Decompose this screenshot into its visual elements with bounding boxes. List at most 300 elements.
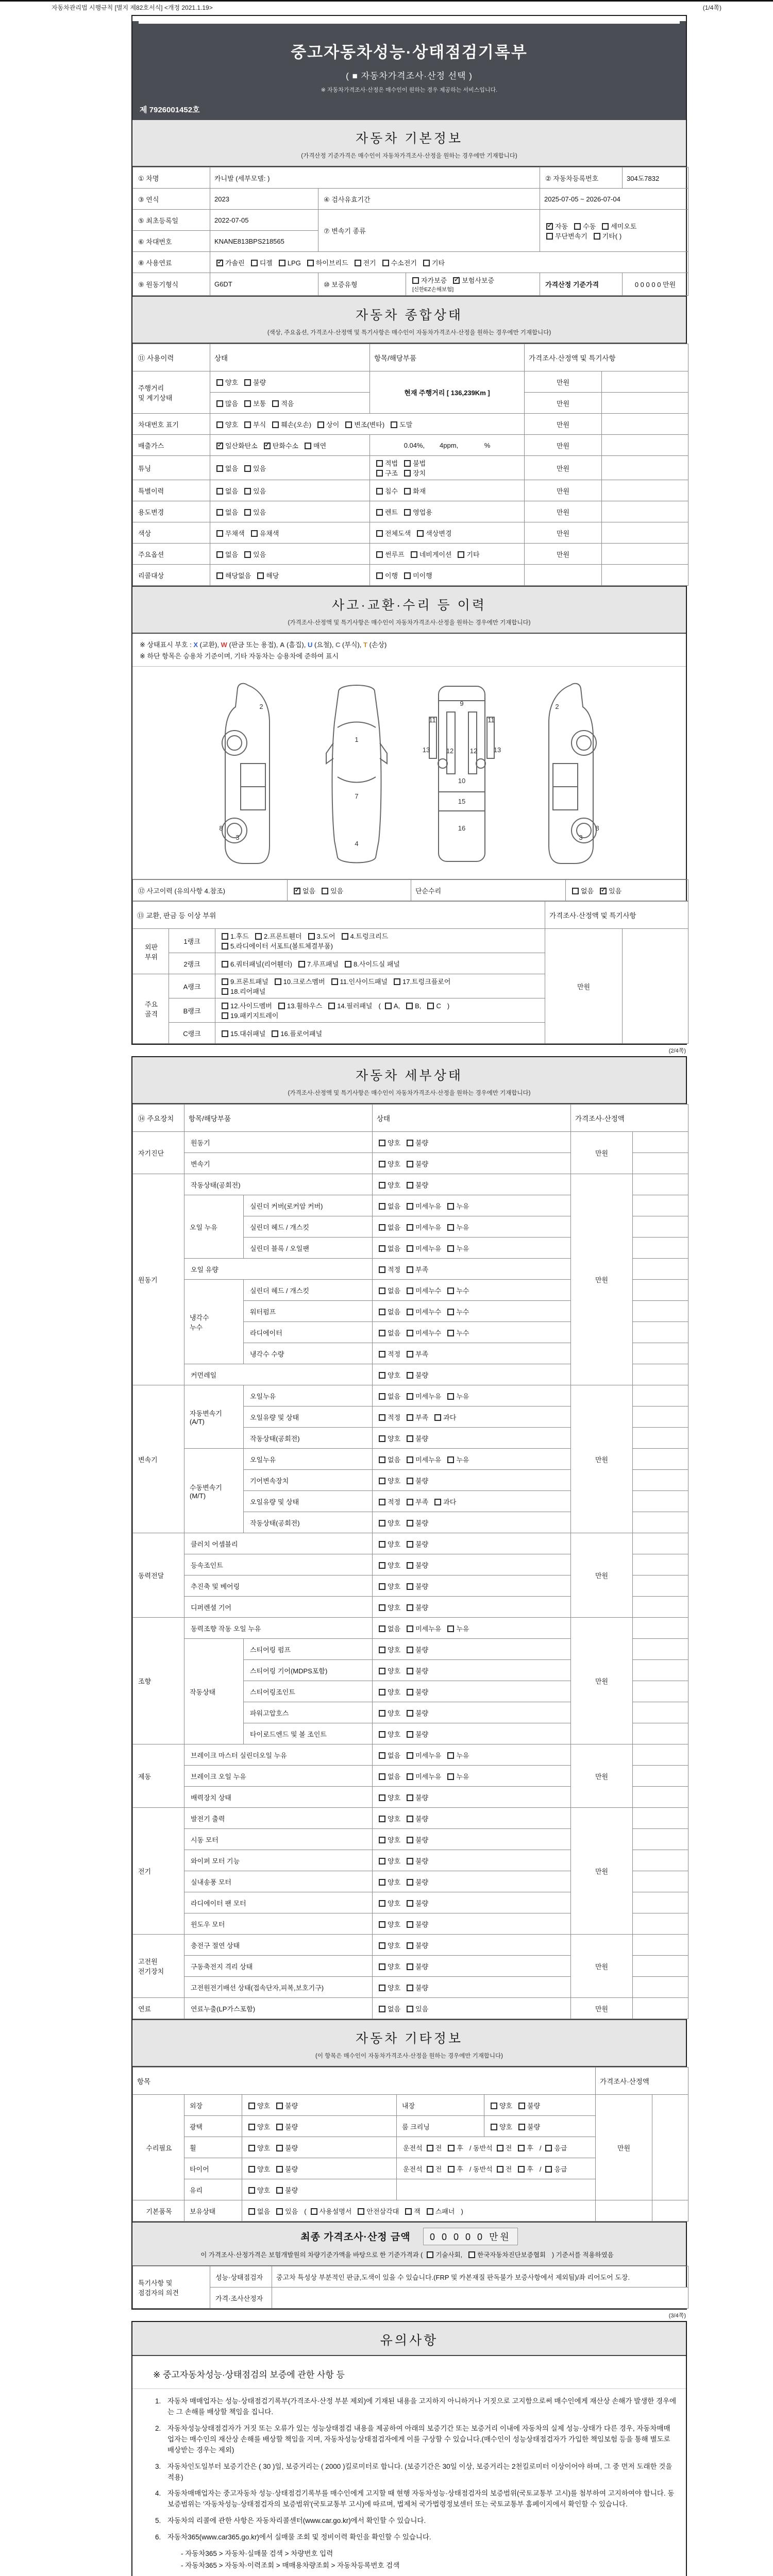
checkbox-icon[interactable] [379,1456,385,1463]
checkbox-icon[interactable] [331,978,338,985]
checkbox-icon[interactable] [379,1985,385,1991]
checkbox-option[interactable]: 양호 [379,1814,400,1823]
checkbox-option[interactable]: 17.트렁크플로어 [394,976,450,986]
checkbox-icon[interactable] [376,509,383,516]
checkbox-icon[interactable] [491,2103,497,2109]
checkbox-option[interactable]: 양호 [379,1476,400,1485]
checkbox-option[interactable]: 해당없음 [216,570,251,580]
checkbox-icon[interactable] [317,421,324,428]
checkbox-option[interactable]: 양호 [379,1835,400,1844]
checkbox-icon[interactable] [407,1224,413,1231]
checkbox-option[interactable]: 4.트렁크리드 [342,931,389,941]
checkbox-option[interactable]: 많음 [216,398,238,408]
checkbox-option[interactable]: 양호 [379,1645,400,1654]
checkbox-option[interactable]: 기타( ) [594,231,621,241]
checkbox-icon[interactable] [394,978,400,985]
checkbox-icon[interactable] [407,1520,413,1527]
checkbox-option[interactable]: 없음 [379,1307,400,1316]
checkbox-icon[interactable] [379,1435,385,1442]
checkbox-option[interactable]: 없음 [379,1201,400,1211]
checkbox-option[interactable]: 있음 [407,2004,428,2013]
checkbox-icon[interactable] [379,1689,385,1696]
checkbox-icon[interactable] [379,1287,385,1294]
checkbox-icon[interactable] [216,488,223,495]
checkbox-icon[interactable] [447,1224,454,1231]
checkbox-option[interactable]: 화재 [404,486,426,496]
checkbox-icon[interactable] [222,1030,228,1037]
checkbox-icon[interactable] [276,2187,283,2194]
checkbox-icon[interactable] [379,1668,385,1674]
checkbox-option[interactable]: 매연 [305,440,326,450]
checkbox-option[interactable]: 있음 [244,486,266,496]
checkbox-option[interactable]: 누유 [447,1454,469,1464]
checkbox-option[interactable]: 양호 [379,1138,400,1147]
checkbox-option[interactable]: 부족 [407,1412,428,1422]
checkbox-option[interactable]: 훼손(오손) [272,419,311,429]
checkbox-icon[interactable] [275,978,281,985]
checkbox-option[interactable]: 양호 [379,1581,400,1591]
checkbox-icon[interactable] [216,465,223,472]
checkbox-option[interactable]: 14.필러패널 [328,1001,372,1010]
checkbox-icon[interactable] [379,1562,385,1569]
checkbox-option[interactable]: 불량 [244,377,266,387]
checkbox-option[interactable]: 있음 [322,886,343,895]
checkbox-icon[interactable] [407,1710,413,1717]
checkbox-option[interactable]: 무채색 [216,528,245,538]
checkbox-icon[interactable] [407,1393,413,1400]
checkbox-icon[interactable] [448,2145,455,2151]
checkbox-icon[interactable] [248,2187,255,2194]
checkbox-option[interactable]: 전 [497,2164,512,2174]
checkbox-option[interactable]: 양호 [379,1370,400,1380]
checkbox-icon[interactable] [518,2124,525,2130]
checkbox-option[interactable]: 자가보증 [412,275,447,285]
checked-checkbox-icon[interactable] [264,443,271,449]
checkbox-icon[interactable] [434,1499,441,1505]
checkbox-icon[interactable] [518,2145,525,2151]
checkbox-icon[interactable] [244,465,251,472]
checkbox-icon[interactable] [379,1541,385,1548]
checkbox-option[interactable]: 양호 [248,2100,270,2110]
checkbox-option[interactable]: 양호 [216,377,238,387]
checkbox-icon[interactable] [272,1030,278,1037]
checked-checkbox-icon[interactable] [600,888,607,894]
checkbox-icon[interactable] [447,1330,454,1336]
checkbox-icon[interactable] [447,1773,454,1780]
checkbox-option[interactable]: 16.플로어패널 [272,1028,322,1038]
checkbox-option[interactable]: 불량 [407,1919,428,1929]
checkbox-option[interactable]: 누유 [447,1623,469,1633]
checkbox-option[interactable]: 1.후드 [222,931,249,941]
checkbox-option[interactable]: 불량 [407,1180,428,1190]
checkbox-icon[interactable] [248,2208,255,2215]
checkbox-icon[interactable] [391,421,397,428]
checkbox-option[interactable]: 양호 [379,1539,400,1549]
checkbox-icon[interactable] [491,2124,497,2130]
checkbox-option[interactable]: 수동 [574,221,596,231]
checkbox-option[interactable]: 불량 [407,1898,428,1908]
checkbox-option[interactable]: 기타 [423,258,445,267]
checkbox-icon[interactable] [411,551,417,558]
checkbox-option[interactable]: 부족 [407,1264,428,1274]
checkbox-icon[interactable] [379,1604,385,1611]
checked-checkbox-icon[interactable] [294,888,300,894]
checkbox-option[interactable]: 불량 [407,1940,428,1950]
checkbox-option[interactable]: 불량 [276,2122,298,2131]
checkbox-icon[interactable] [342,933,348,940]
checkbox-icon[interactable] [447,1287,454,1294]
checkbox-icon[interactable] [379,1963,385,1970]
checkbox-option[interactable]: 불량 [407,1560,428,1570]
checkbox-icon[interactable] [407,1816,413,1822]
checkbox-icon[interactable] [404,572,411,579]
checkbox-icon[interactable] [222,1012,228,1019]
checkbox-option[interactable]: 7.루프패널 [298,959,339,969]
checkbox-icon[interactable] [572,888,579,894]
checkbox-icon[interactable] [447,1393,454,1400]
checkbox-option[interactable]: 네비게이션 [411,549,452,559]
checkbox-option[interactable]: 없음 [572,886,594,895]
checkbox-option[interactable]: 불량 [407,1814,428,1823]
checkbox-icon[interactable] [404,509,411,516]
checkbox-icon[interactable] [379,1372,385,1379]
checkbox-icon[interactable] [272,421,279,428]
checkbox-option[interactable]: 불량 [407,1856,428,1866]
checkbox-icon[interactable] [379,1794,385,1801]
checkbox-icon[interactable] [407,1456,413,1463]
checkbox-icon[interactable] [216,379,223,386]
checkbox-option[interactable]: 미세누유 [407,1750,441,1760]
checkbox-option[interactable]: 양호 [379,1856,400,1866]
checkbox-icon[interactable] [244,488,251,495]
checkbox-option[interactable]: 누유 [447,1201,469,1211]
checkbox-option[interactable]: ✓ 보험사보증 [453,275,494,285]
checkbox-icon[interactable] [427,2145,433,2151]
checkbox-icon[interactable] [222,943,228,950]
checkbox-option[interactable]: 없음 [379,1243,400,1253]
checkbox-option[interactable]: 전 [427,2164,442,2174]
checkbox-option[interactable]: 3.도어 [308,931,335,941]
checkbox-option[interactable]: 해당 [257,570,279,580]
checkbox-option[interactable]: 9.프론트패널 [222,976,268,986]
checkbox-option[interactable]: 양호 [379,1433,400,1443]
checkbox-icon[interactable] [251,530,258,537]
checkbox-icon[interactable] [404,470,411,477]
checkbox-option[interactable]: 영업용 [404,507,432,517]
checkbox-option[interactable]: 양호 [379,1961,400,1971]
checkbox-icon[interactable] [407,1731,413,1738]
checkbox-option[interactable]: 미세누수 [407,1307,441,1316]
checkbox-option[interactable]: 양호 [248,2185,270,2195]
checkbox-option[interactable]: 없음 [379,2004,400,2013]
checkbox-icon[interactable] [518,2103,525,2109]
checkbox-icon[interactable] [407,1879,413,1886]
checkbox-option[interactable]: 스패너 [427,2206,455,2216]
checkbox-icon[interactable] [407,1752,413,1759]
checkbox-icon[interactable] [244,509,251,516]
checkbox-option[interactable]: 불량 [407,1877,428,1887]
checkbox-option[interactable]: ✓ 없음 [294,886,315,895]
checkbox-option[interactable]: 후 [518,2164,533,2174]
checkbox-option[interactable]: 적정 [379,1412,400,1422]
checkbox-icon[interactable] [407,1330,413,1336]
checkbox-option[interactable]: 12.사이드멤버 [222,1001,272,1010]
checkbox-option[interactable]: 13.휠하우스 [278,1001,322,1010]
checkbox-option[interactable]: 양호 [379,1518,400,1528]
checkbox-icon[interactable] [407,2006,413,2012]
checkbox-option[interactable]: 불량 [407,1370,428,1380]
checkbox-icon[interactable] [407,1900,413,1907]
checkbox-option[interactable]: 사용설명서 [311,2206,352,2216]
checkbox-icon[interactable] [376,488,383,495]
checkbox-option[interactable]: 없음 [379,1285,400,1295]
checkbox-option[interactable]: 전 [427,2143,442,2153]
checkbox-icon[interactable] [407,1245,413,1252]
checkbox-icon[interactable] [278,1003,285,1009]
checkbox-option[interactable]: ✓ 일산화탄소 [216,440,258,450]
checkbox-option[interactable]: 미세누유 [407,1243,441,1253]
checkbox-icon[interactable] [248,2145,255,2151]
checkbox-option[interactable]: 전 [497,2143,512,2153]
checkbox-icon[interactable] [497,2166,503,2173]
checkbox-icon[interactable] [407,1266,413,1273]
checkbox-icon[interactable] [376,572,383,579]
checkbox-option[interactable]: ✓ 있음 [600,886,621,895]
checkbox-option[interactable]: 미세누수 [407,1328,441,1337]
checkbox-icon[interactable] [379,1245,385,1252]
checkbox-option[interactable]: 불량 [407,1476,428,1485]
checkbox-option[interactable]: 불량 [407,1982,428,1992]
checkbox-option[interactable]: 불량 [407,1645,428,1654]
checkbox-icon[interactable] [407,1478,413,1484]
checkbox-option[interactable]: 없음 [216,507,238,517]
checkbox-icon[interactable] [222,961,228,968]
checkbox-option[interactable]: 과다 [434,1497,456,1506]
checkbox-option[interactable]: 불량 [407,1433,428,1443]
checkbox-option[interactable]: 하이브리드 [307,258,348,267]
checkbox-icon[interactable] [248,2166,255,2173]
checkbox-icon[interactable] [407,1689,413,1696]
checkbox-icon[interactable] [407,1435,413,1442]
checkbox-icon[interactable] [379,1266,385,1273]
checkbox-option[interactable]: 2.프론트휀더 [255,931,302,941]
checkbox-icon[interactable] [382,260,389,266]
checkbox-icon[interactable] [379,1203,385,1210]
checkbox-icon[interactable] [279,260,285,266]
checkbox-option[interactable]: 불량 [407,1518,428,1528]
checkbox-icon[interactable] [276,2208,283,2215]
checkbox-icon[interactable] [427,1003,434,1009]
checkbox-icon[interactable] [216,509,223,516]
checkbox-option[interactable]: 불량 [518,2122,540,2131]
checkbox-option[interactable]: 불량 [407,1159,428,1168]
checkbox-icon[interactable] [376,460,383,467]
checkbox-option[interactable]: 양호 [379,1919,400,1929]
checkbox-option[interactable]: 양호 [379,1602,400,1612]
checkbox-icon[interactable] [407,1963,413,1970]
checkbox-icon[interactable] [322,888,328,894]
checkbox-option[interactable]: 응급 [545,2143,567,2153]
checkbox-icon[interactable] [497,2145,503,2151]
checkbox-option[interactable]: 과다 [434,1412,456,1422]
checkbox-option[interactable]: 누유 [447,1243,469,1253]
checkbox-option[interactable]: 적정 [379,1497,400,1506]
checkbox-option[interactable]: 장치 [404,468,426,478]
checkbox-icon[interactable] [216,421,223,428]
checkbox-icon[interactable] [272,400,279,407]
checkbox-option[interactable]: 6.쿼터패널(리어휀더) [222,959,292,969]
checkbox-icon[interactable] [244,551,251,558]
checkbox-option[interactable]: 양호 [248,2164,270,2174]
checkbox-option[interactable]: 양호 [379,1898,400,1908]
checkbox-option[interactable]: 없음 [379,1222,400,1232]
checkbox-icon[interactable] [379,1647,385,1653]
checkbox-option[interactable]: 적음 [272,398,294,408]
checkbox-icon[interactable] [379,1773,385,1780]
checkbox-option[interactable]: 미세누유 [407,1391,441,1401]
checkbox-icon[interactable] [222,933,228,940]
checkbox-option[interactable]: 전체도색 [376,528,411,538]
checkbox-icon[interactable] [407,1541,413,1548]
checkbox-icon[interactable] [257,572,264,579]
checkbox-option[interactable]: 보통 [244,398,266,408]
checkbox-icon[interactable] [376,551,383,558]
checkbox-icon[interactable] [407,1858,413,1865]
checkbox-icon[interactable] [407,1985,413,1991]
checkbox-option[interactable]: 없음 [379,1750,400,1760]
checkbox-icon[interactable] [311,2208,317,2215]
checkbox-option[interactable]: 썬루프 [376,549,405,559]
checkbox-icon[interactable] [405,2208,412,2215]
checkbox-option[interactable]: 미세누유 [407,1771,441,1781]
checkbox-option[interactable]: 양호 [379,1708,400,1718]
checkbox-icon[interactable] [407,1583,413,1590]
checkbox-option[interactable]: 누유 [447,1391,469,1401]
checkbox-option[interactable]: 없음 [379,1391,400,1401]
checkbox-option[interactable]: 없음 [216,463,238,473]
checkbox-icon[interactable] [434,1414,441,1421]
checkbox-option[interactable]: 미세누유 [407,1222,441,1232]
checkbox-icon[interactable] [379,1393,385,1400]
checkbox-option[interactable]: 상이 [317,419,339,429]
checkbox-icon[interactable] [447,1456,454,1463]
checkbox-icon[interactable] [407,1668,413,1674]
checkbox-option[interactable]: 8.사이드실 패널 [345,959,400,969]
checkbox-icon[interactable] [379,1625,385,1632]
checkbox-icon[interactable] [376,530,383,537]
checkbox-option[interactable]: 없음 [216,549,238,559]
checkbox-option[interactable]: LPG [279,259,301,267]
checkbox-option[interactable]: 누수 [447,1307,469,1316]
checkbox-icon[interactable] [379,1499,385,1505]
checked-checkbox-icon[interactable] [216,443,223,449]
checkbox-icon[interactable] [468,2251,475,2258]
checkbox-icon[interactable] [216,551,223,558]
checkbox-icon[interactable] [248,2103,255,2109]
checkbox-option[interactable]: 적정 [379,1349,400,1359]
checkbox-option[interactable]: 없음 [379,1454,400,1464]
checkbox-icon[interactable] [406,1003,413,1009]
checkbox-icon[interactable] [379,1942,385,1949]
checkbox-icon[interactable] [602,223,609,230]
checkbox-option[interactable]: 양호 [379,1180,400,1190]
checkbox-option[interactable]: A, [385,1002,400,1010]
checkbox-icon[interactable] [222,988,228,995]
checkbox-icon[interactable] [379,1921,385,1928]
checkbox-option[interactable]: 불량 [407,1666,428,1675]
checkbox-icon[interactable] [379,1520,385,1527]
checkbox-option[interactable]: 유채색 [251,528,279,538]
checkbox-option[interactable]: 불량 [276,2164,298,2174]
checkbox-icon[interactable] [345,961,351,968]
checkbox-icon[interactable] [594,233,600,240]
checkbox-icon[interactable] [518,2166,525,2173]
checkbox-icon[interactable] [379,1161,385,1167]
checkbox-icon[interactable] [379,1351,385,1358]
checkbox-icon[interactable] [545,2166,552,2173]
checkbox-icon[interactable] [379,1879,385,1886]
checkbox-option[interactable]: 이행 [376,570,398,580]
checkbox-option[interactable]: 양호 [379,1792,400,1802]
checkbox-option[interactable]: ✓자동 [546,221,568,231]
checkbox-option[interactable]: 구조 [376,468,398,478]
checkbox-icon[interactable] [276,2145,283,2151]
checkbox-option[interactable]: 미세누수 [407,1285,441,1295]
checkbox-option[interactable]: 적법 [376,458,398,468]
checkbox-option[interactable]: 양호 [216,419,238,429]
checkbox-option[interactable]: 불량 [407,1539,428,1549]
checkbox-option[interactable]: 있음 [244,549,266,559]
checkbox-option[interactable]: 부식 [244,419,266,429]
checkbox-option[interactable]: 불량 [407,1792,428,1802]
checkbox-icon[interactable] [244,400,251,407]
checkbox-icon[interactable] [216,530,223,537]
checked-checkbox-icon[interactable] [546,223,553,230]
checkbox-option[interactable]: 10.크로스멤버 [275,976,325,986]
checkbox-option[interactable]: 불량 [407,1835,428,1844]
checkbox-option[interactable]: B, [406,1002,421,1010]
checkbox-option[interactable]: 불량 [407,1138,428,1147]
checkbox-icon[interactable] [216,400,223,407]
checkbox-option[interactable]: 미세누유 [407,1454,441,1464]
checkbox-icon[interactable] [407,1921,413,1928]
checkbox-option[interactable]: 18.리어패널 [222,986,265,996]
checkbox-option[interactable]: 잭 [405,2206,421,2216]
checkbox-icon[interactable] [305,443,311,449]
checkbox-option[interactable]: 15.대쉬패널 [222,1028,265,1038]
checkbox-option[interactable]: 없음 [379,1771,400,1781]
checkbox-option[interactable]: ✓ 가솔린 [216,258,245,267]
checkbox-option[interactable]: 없음 [216,486,238,496]
checkbox-option[interactable]: 누수 [447,1328,469,1337]
checkbox-option[interactable]: 누유 [447,1750,469,1760]
checkbox-option[interactable]: 양호 [248,2122,270,2131]
checkbox-icon[interactable] [379,2006,385,2012]
checkbox-icon[interactable] [447,1752,454,1759]
checkbox-icon[interactable] [448,2166,455,2173]
checkbox-icon[interactable] [407,1794,413,1801]
checkbox-icon[interactable] [379,1140,385,1146]
checkbox-option[interactable]: 불량 [407,1961,428,1971]
checkbox-option[interactable]: 누유 [447,1771,469,1781]
checkbox-icon[interactable] [407,1372,413,1379]
checkbox-icon[interactable] [447,1245,454,1252]
checkbox-option[interactable]: 미세누유 [407,1623,441,1633]
checkbox-option[interactable]: 수소전기 [382,258,417,267]
checkbox-icon[interactable] [546,233,553,240]
checkbox-icon[interactable] [379,1309,385,1315]
checkbox-option[interactable]: 렌트 [376,507,398,517]
